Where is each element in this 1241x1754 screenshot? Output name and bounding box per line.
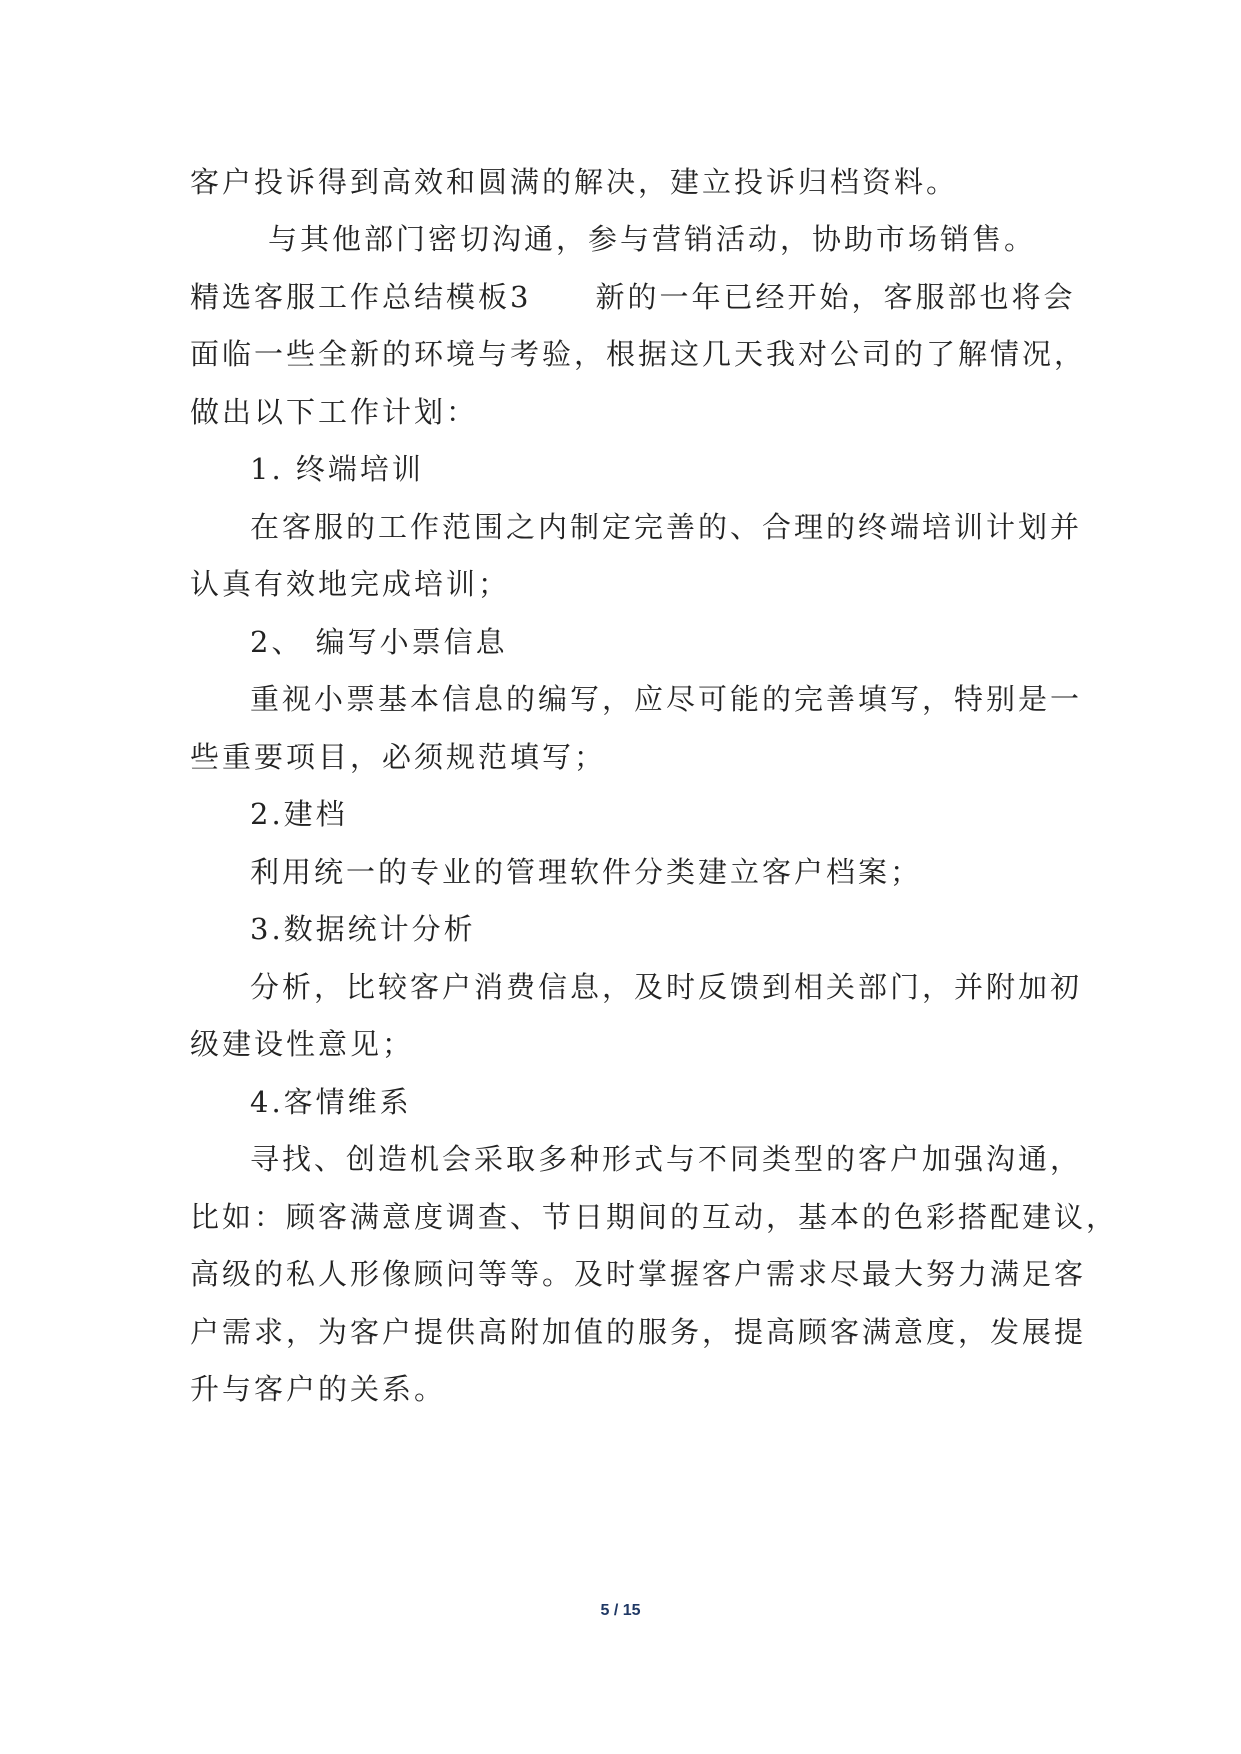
list-heading-4: 3.数据统计分析	[250, 912, 476, 946]
text-line-13: 利用统一的专业的管理软件分类建立客户档案；	[250, 855, 923, 889]
text-line-5: 做出以下工作计划：	[190, 395, 479, 429]
text-line-15: 分析，比较客户消费信息，及时反馈到相关部门，并附加初	[250, 970, 1083, 1004]
text-line-2: 与其他部门密切沟通，参与营销活动，协助市场销售。	[268, 222, 1037, 256]
text-line-18: 寻找、创造机会采取多种形式与不同类型的客户加强沟通，	[250, 1142, 1083, 1176]
page-number: 5 / 15	[600, 1602, 641, 1619]
list-heading-1: 1. 终端培训	[250, 452, 424, 486]
text-line-7: 在客服的工作范围之内制定完善的、合理的终端培训计划并	[250, 510, 1083, 544]
text-line-4: 面临一些全新的环境与考验，根据这几天我对公司的了解情况，	[190, 337, 1087, 371]
text-line-22: 升与客户的关系。	[190, 1372, 447, 1406]
text-line-16: 级建设性意见；	[190, 1027, 415, 1061]
list-heading-3: 2.建档	[250, 797, 348, 831]
text-line-19: 比如：顾客满意度调查、节日期间的互动，基本的色彩搭配建议，	[190, 1200, 1119, 1234]
section-title-line: 精选客服工作总结模板3 新的一年已经开始，客服部也将会	[190, 280, 1076, 314]
text-line-10: 重视小票基本信息的编写，应尽可能的完善填写，特别是一	[250, 682, 1083, 716]
text-line-20: 高级的私人形像顾问等等。及时掌握客户需求尽最大努力满足客	[190, 1257, 1087, 1291]
list-heading-5: 4.客情维系	[250, 1085, 412, 1119]
text-line-11: 些重要项目，必须规范填写；	[190, 740, 607, 774]
text-line-8: 认真有效地完成培训；	[190, 567, 511, 601]
text-line-21: 户需求，为客户提供高附加值的服务，提高顾客满意度，发展提	[190, 1315, 1087, 1349]
text-line-1: 客户投诉得到高效和圆满的解决，建立投诉归档资料。	[190, 165, 959, 199]
list-heading-2: 2、 编写小票信息	[250, 625, 508, 659]
